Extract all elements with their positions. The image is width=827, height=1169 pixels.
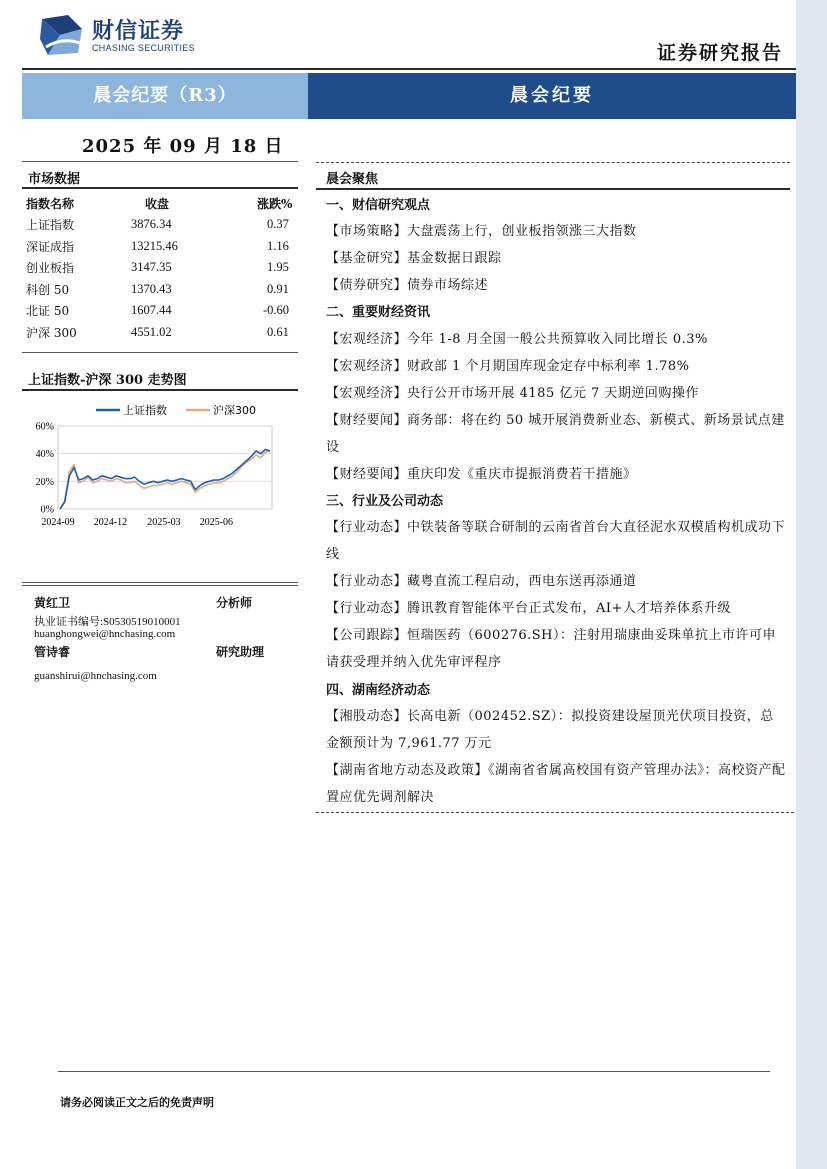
legend-label-shanghai: 上证指数 — [123, 404, 167, 417]
footer-divider — [58, 1071, 770, 1072]
logo-chinese-name: 财信证券 — [92, 19, 185, 44]
list-item: 【湘股动态】长高电新（002452.SZ）：拟投资建设屋顶光伏项目投资，总金额预计为 7,961.77 万元 — [326, 709, 774, 751]
list-item: 【行业动态】腾讯教育智能体平台正式发布，AI+人才培养体系升级 — [326, 601, 731, 616]
banner-right-title: 晨会纪要 — [308, 73, 796, 119]
analyst-top-rule — [22, 582, 298, 583]
table-row — [26, 236, 298, 258]
focus-heading-1: 一、财信研究观点 — [326, 198, 431, 213]
market-top-rule — [22, 161, 298, 162]
col-header-close: 收盘 — [145, 197, 170, 211]
index-name: 创业板指 — [26, 261, 75, 276]
index-name: 深证成指 — [26, 239, 75, 254]
focus-heading-2: 二、重要财经资讯 — [326, 305, 431, 320]
table-row — [26, 322, 298, 344]
x-tick-label: 2024-09 — [41, 517, 75, 528]
focus-bottom-rule — [316, 812, 794, 813]
table-row — [26, 257, 298, 279]
market-data-table — [26, 193, 298, 343]
analyst-2-email: guanshirui@hnchasing.com — [34, 670, 157, 682]
focus-top-rule — [316, 162, 790, 163]
col-header-name: 指数名称 — [26, 197, 75, 211]
index-change: 1.16 — [267, 238, 289, 253]
table-row — [26, 300, 298, 322]
focus-section-title: 晨会聚焦 — [326, 172, 379, 187]
banner-left-title: 晨会纪要（R3） — [22, 73, 308, 119]
index-trend-chart — [26, 398, 298, 536]
chart-title: 上证指数-沪深 300 走势图 — [28, 373, 187, 388]
x-tick-label: 2025-03 — [147, 517, 181, 528]
y-tick-label: 60% — [35, 421, 54, 433]
index-close: 13215.46 — [131, 238, 178, 253]
series-line-shanghai — [60, 450, 270, 510]
index-close: 3876.34 — [131, 217, 172, 232]
list-item: 【财经要闻】重庆印发《重庆市提振消费若干措施》 — [326, 467, 637, 482]
list-item: 【行业动态】藏粤直流工程启动，西电东送再添通道 — [326, 574, 637, 589]
list-item: 【债券研究】债券市场综述 — [326, 278, 489, 293]
list-item: 【宏观经济】财政部 1 个月期国库现金定存中标利率 1.78% — [326, 359, 690, 374]
col-header-change: 涨跌% — [257, 197, 293, 211]
index-close: 3147.35 — [131, 260, 172, 275]
table-header-row — [26, 193, 298, 214]
list-item: 【市场策略】大盘震荡上行，创业板指领涨三大指数 — [326, 224, 637, 239]
analyst-top-rule-2 — [22, 585, 298, 586]
index-change: 1.95 — [267, 260, 289, 275]
report-type-label: 证券研究报告 — [656, 42, 783, 64]
focus-title-rule — [316, 188, 790, 190]
header-divider — [22, 68, 796, 70]
index-name: 沪深 300 — [26, 325, 77, 340]
analyst-1-cert: 执业证书编号:S0530519010001 — [34, 616, 181, 628]
market-section-title: 市场数据 — [28, 172, 81, 187]
analyst-1-role: 分析师 — [216, 596, 253, 610]
y-tick-label: 20% — [35, 476, 54, 488]
list-item: 【财经要闻】商务部：将在约 50 城开展消费新业态、新模式、新场景试点建设 — [326, 413, 785, 455]
analyst-1-name: 黄红卫 — [34, 596, 71, 610]
market-title-rule — [22, 187, 298, 189]
x-tick-label: 2025-06 — [199, 517, 234, 528]
analyst-2-name: 管诗睿 — [34, 645, 71, 659]
legend-label-csi300: 沪深300 — [213, 404, 256, 417]
index-change: 0.91 — [267, 281, 289, 296]
y-tick-label: 0% — [40, 504, 54, 516]
index-change: 0.37 — [267, 217, 289, 232]
index-name: 科创 50 — [26, 282, 70, 297]
list-item: 【公司跟踪】恒瑞医药（600276.SH）：注射用瑞康曲妥珠单抗上市许可申请获受理并纳入优先审评程序 — [326, 628, 777, 670]
list-item: 【基金研究】基金数据日跟踪 — [326, 251, 502, 266]
index-close: 1370.43 — [131, 281, 172, 296]
company-logo-icon — [38, 13, 84, 59]
list-item: 【湖南省地方动态及政策】《湖南省省属高校国有资产管理办法》：高校资产配置应优先调剂解决 — [326, 763, 786, 805]
y-tick-label: 40% — [35, 449, 54, 461]
chart-title-rule — [22, 389, 298, 391]
table-row — [26, 214, 298, 236]
index-change: 0.61 — [267, 324, 289, 339]
x-tick-label: 2024-12 — [93, 517, 128, 528]
index-close: 4551.02 — [131, 324, 172, 339]
analyst-1-email: huanghongwei@hnchasing.com — [34, 628, 176, 640]
market-bottom-rule — [22, 352, 298, 353]
list-item: 【宏观经济】今年 1-8 月全国一般公共预算收入同比增长 0.3% — [326, 332, 708, 347]
index-name: 北证 50 — [26, 304, 70, 319]
logo-english-name: CHASING SECURITIES — [92, 43, 195, 53]
table-row — [26, 279, 298, 301]
focus-heading-3: 三、行业及公司动态 — [326, 494, 444, 509]
report-date: 2025 年 09 月 18 日 — [82, 136, 284, 157]
index-name: 上证指数 — [26, 218, 75, 233]
right-edge-strip — [796, 0, 827, 1169]
list-item: 【宏观经济】央行公开市场开展 4185 亿元 7 天期逆回购操作 — [326, 386, 699, 401]
index-change: -0.60 — [263, 303, 290, 318]
index-close: 1607.44 — [131, 303, 172, 318]
disclaimer-note: 请务必阅读正文之后的免责声明 — [60, 1096, 214, 1109]
list-item: 【行业动态】中铁装备等联合研制的云南省首台大直径泥水双模盾构机成功下线 — [326, 520, 786, 562]
analyst-2-role: 研究助理 — [216, 645, 265, 659]
focus-heading-4: 四、湖南经济动态 — [326, 683, 431, 698]
